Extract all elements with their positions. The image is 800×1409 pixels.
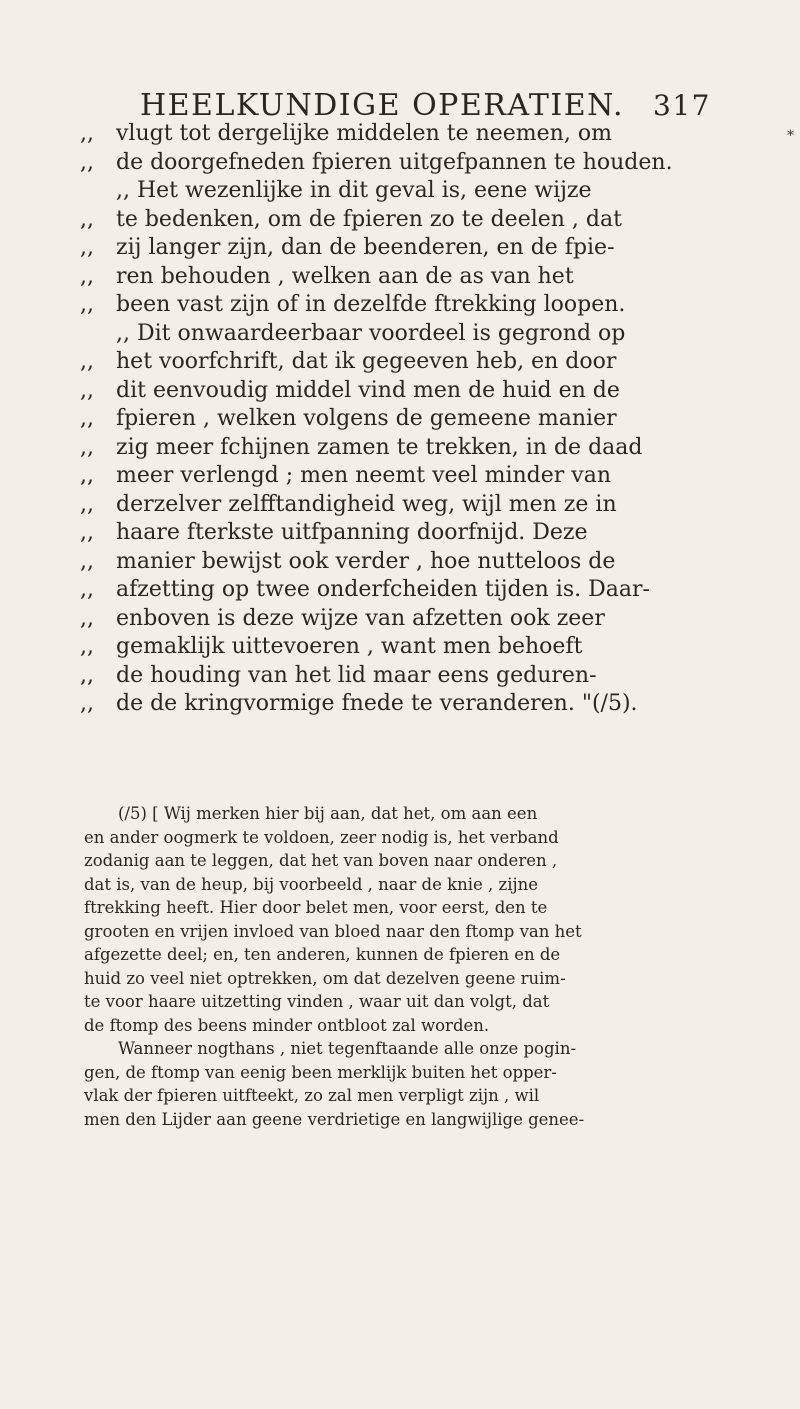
page-number: 317	[653, 89, 711, 122]
line-text: de doorgefneden fpieren uitgefpannen te houden.	[116, 149, 673, 175]
line-text: de de kringvormige fnede te veranderen. "(/5).	[116, 691, 638, 716]
footnote-line: vlak der fpieren uitfteekt, zo zal men verpligt zijn , wil	[84, 1086, 540, 1105]
quote-mark: ,,	[80, 634, 94, 659]
quote-mark: ,,	[80, 206, 94, 232]
line-text: de houding van het lid maar eens geduren-	[116, 662, 597, 688]
line-text: haare fterkste uitfpanning doorfnijd. Deze	[116, 520, 588, 545]
line-text: derzelver zelfftandigheid weg, wijl men ze in	[116, 491, 617, 517]
main-text	[80, 120, 770, 719]
footnote-line: men den Lijder aan geene verdrietige en langwijlige genee-	[84, 1109, 585, 1129]
text-line	[80, 491, 770, 520]
line-text: afzetting op twee onderfcheiden tijden is. Daar-	[116, 577, 650, 602]
text-line	[80, 434, 770, 463]
line-text: ,, Het wezenlijke in dit geval is, eene wijze	[116, 178, 592, 203]
text-line	[80, 177, 770, 206]
text-line	[80, 462, 770, 491]
line-text: fpieren , welken volgens de gemeene manier	[116, 406, 617, 431]
quote-mark: ,,	[80, 263, 94, 289]
text-line	[80, 149, 770, 178]
footnote-line: ftrekking heeft. Hier door belet men, voor eerst, den te	[84, 898, 548, 917]
text-line	[80, 690, 770, 719]
line-text: ,, Dit onwaardeerbaar voordeel is gegrond op	[116, 320, 626, 346]
text-line	[80, 605, 770, 634]
quote-mark: ,,	[80, 292, 94, 317]
quote-mark: ,,	[80, 691, 94, 716]
line-text: meer verlengd ; men neemt veel minder van	[116, 463, 611, 488]
running-head-title: HEELKUNDIGE OPERATIEN.	[140, 88, 624, 123]
footnote	[84, 802, 774, 1131]
footnote-line: huid zo veel niet optrekken, om dat dezelven geene ruim-	[84, 968, 566, 988]
text-line	[80, 662, 770, 691]
quote-mark: ,,	[80, 406, 94, 431]
quote-mark	[80, 177, 116, 206]
text-line	[80, 519, 770, 548]
line-text: enboven is deze wijze van afzetten ook zeer	[116, 605, 605, 631]
line-text: dit eenvoudig middel vind men de huid en de	[116, 377, 620, 403]
quote-mark: ,,	[80, 377, 94, 403]
footnote-line: Wanneer nogthans , niet tegenftaande alle onze pogin-	[118, 1039, 577, 1058]
quote-mark: ,,	[80, 520, 94, 545]
quote-mark: ,,	[80, 121, 94, 146]
line-text: vlugt tot dergelijke middelen te neemen, om	[116, 121, 612, 146]
text-line	[80, 576, 770, 605]
quote-mark: ,,	[80, 349, 94, 374]
text-line	[80, 234, 770, 263]
line-text: zij langer zijn, dan de beenderen, en de fpie-	[116, 235, 615, 260]
footnote-line: gen, de ftomp van eenig been merklijk buiten het opper-	[84, 1062, 557, 1082]
quote-mark: ,,	[80, 662, 94, 688]
margin-mark: *	[787, 128, 794, 144]
text-line	[80, 377, 770, 406]
footnote-line: de ftomp des beens minder ontbloot zal worden.	[84, 1015, 490, 1035]
footnote-line: dat is, van de heup, bij voorbeeld , naar de knie , zijne	[84, 874, 539, 894]
footnote-line: te voor haare uitzetting vinden , waar uit dan volgt, dat	[84, 992, 550, 1011]
line-text: zig meer fchijnen zamen te trekken, in de daad	[116, 434, 643, 460]
line-text: been vast zijn of in dezelfde ftrekking loopen.	[116, 292, 626, 317]
quote-mark: ,,	[80, 149, 94, 175]
footnote-line: en ander oogmerk te voldoen, zeer nodig is, het verband	[84, 827, 559, 847]
line-text: ren behouden , welken aan de as van het	[116, 263, 574, 289]
text-line	[80, 291, 770, 320]
line-text: gemaklijk uittevoeren , want men behoeft	[116, 634, 583, 659]
footnote-line: (/5) [ Wij merken hier bij aan, dat het, om aan een	[118, 804, 538, 823]
quote-mark: ,,	[80, 548, 94, 574]
line-text: te bedenken, om de fpieren zo te deelen , dat	[116, 206, 622, 232]
text-line	[80, 206, 770, 235]
text-line	[80, 405, 770, 434]
text-line	[80, 548, 770, 577]
quote-mark: ,,	[80, 434, 94, 460]
footnote-line: afgezette deel; en, ten anderen, kunnen de fpieren en de	[84, 945, 561, 964]
quote-mark: ,,	[80, 605, 94, 631]
quote-mark	[80, 320, 116, 349]
quote-mark: ,,	[80, 235, 94, 260]
text-line	[80, 120, 770, 149]
line-text: manier bewijst ook verder , hoe nutteloos de	[116, 548, 616, 574]
text-line	[80, 320, 770, 349]
text-line	[80, 263, 770, 292]
quote-mark: ,,	[80, 491, 94, 517]
line-text: het voorfchrift, dat ik gegeeven heb, en door	[116, 349, 617, 374]
quote-mark: ,,	[80, 577, 94, 602]
footnote-line: zodanig aan te leggen, dat het van boven naar onderen ,	[84, 851, 558, 870]
running-head	[140, 88, 711, 123]
footnote-line: grooten en vrijen invloed van bloed naar den ftomp van het	[84, 921, 582, 941]
quote-mark: ,,	[80, 463, 94, 488]
text-line	[80, 633, 770, 662]
text-line	[80, 348, 770, 377]
